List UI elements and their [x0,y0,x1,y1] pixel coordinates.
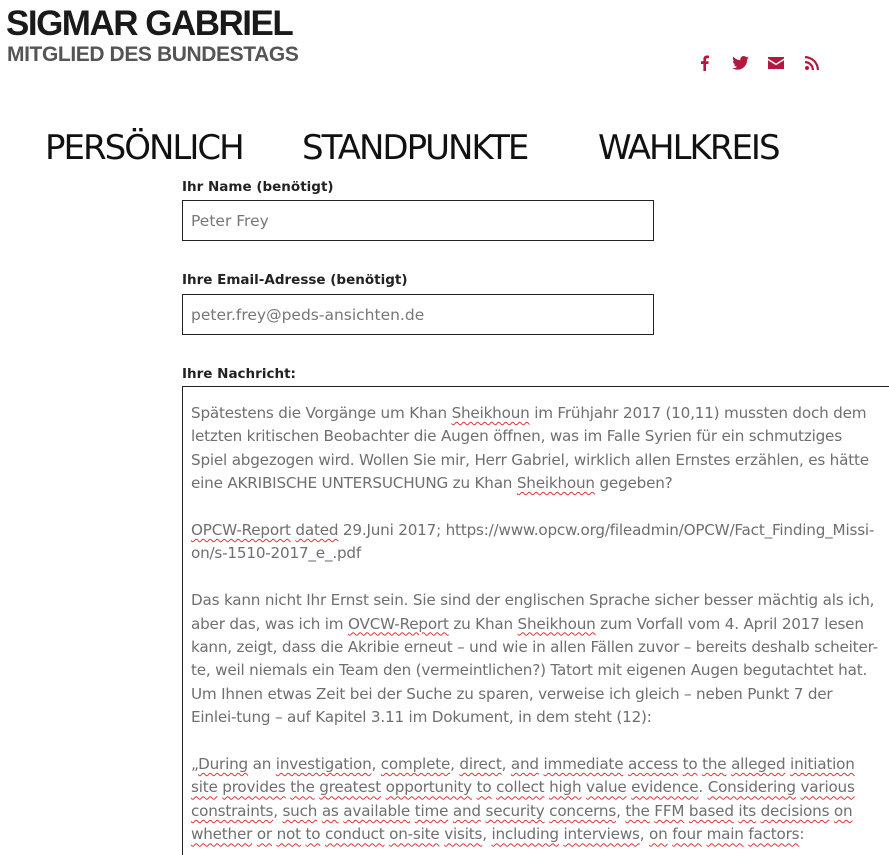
nav-item-persoenlich[interactable]: PERSÖNLICH [45,128,243,168]
site-logo-name[interactable]: SIGMAR GABRIEL [6,4,293,43]
mail-icon[interactable] [766,53,786,73]
social-links [694,53,822,73]
email-field[interactable] [182,294,654,335]
name-field[interactable] [182,200,654,241]
site-logo-subtitle: MITGLIED DES BUNDESTAGS [7,43,299,66]
facebook-icon[interactable] [694,53,714,73]
twitter-icon[interactable] [730,53,750,73]
message-paragraph-3: Das kann nicht Ihr Ernst sein. Sie sind der englischen Sprache sicher besser mächtig als ich, aber das, was ich im OVCW-Report zu Khan Sheikhoun zum Vorfall vom 4. April 2017 lesen kann, zeigt, dass die Akribie erneut – und wie in allen Fällen zuvor – bereits deshalb scheiter-te, weil niemals ein Team den (vermeintlichen?) Tatort mit eigenen Augen begutachtet hat. Um Ihnen etwas Zeit bei der Suche zu sparen, verweise ich gleich – neben Punkt 7 der Einlei-tung – auf Kapitel 3.11 im Dokument, in dem steht (12): [191,591,878,727]
email-label: Ihre Email-Adresse (benötigt) [182,272,408,288]
name-label: Ihr Name (benötigt) [182,179,334,195]
message-textarea[interactable] [182,386,889,855]
message-paragraph-4: „During an investigation, complete, direct, and immediate access to the alleged initiation site provides the greatest opportunity to collect high value evidence. Considering various constraints, such as available time and security concerns, the FFM based its decisions on whether or not to conduct on-site visits, including interviews, on four main factors: [191,755,855,844]
rss-icon[interactable] [802,53,822,73]
message-label: Ihre Nachricht: [182,366,296,382]
message-paragraph-2: OPCW-Report dated 29.Juni 2017; https://www.opcw.org/fileadmin/OPCW/Fact_Finding_Missi-on/s-1510-2017_e_.pdf [191,521,875,563]
message-paragraph-1: Spätestens die Vorgänge um Khan Sheikhoun im Frühjahr 2017 (10,11) mussten doch dem letzten kritischen Beobachter die Augen öffnen, was im Falle Syrien für ein schmutziges Spiel abgezogen wird. Wollen Sie mir, Herr Gabriel, wirklich allen Ernstes erzählen, es hätte eine AKRIBISCHE UNTERSUCHUNG zu Khan Sheikhoun gegeben? [191,404,869,493]
nav-item-wahlkreis[interactable]: WAHLKREIS [598,128,779,168]
nav-item-standpunkte[interactable]: STANDPUNKTE [302,128,528,168]
